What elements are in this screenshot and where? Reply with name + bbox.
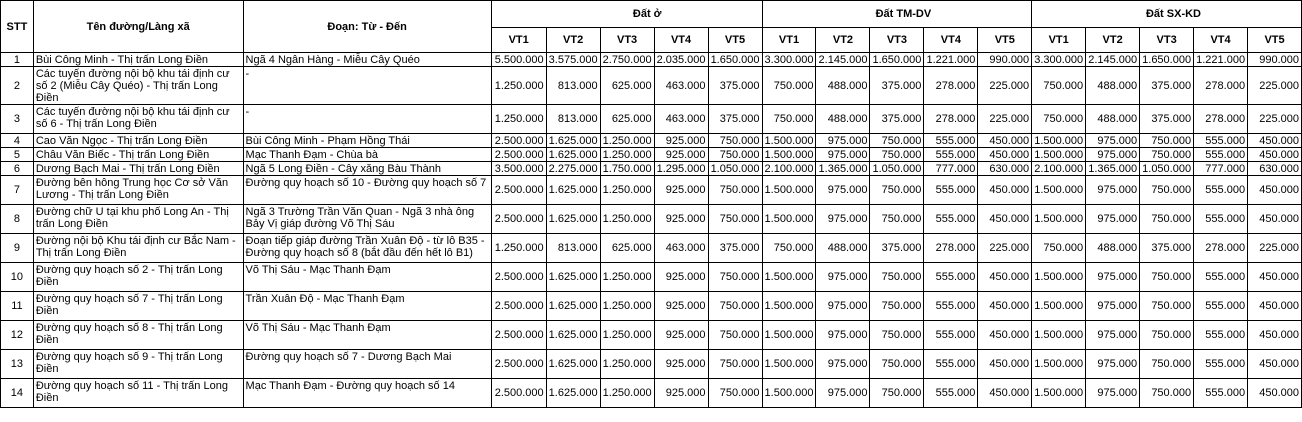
price-cell-residential-vt4: 463.000 xyxy=(654,234,708,263)
price-cell-commercial-vt3: 750.000 xyxy=(870,205,924,234)
price-cell-residential-vt1: 1.250.000 xyxy=(491,234,546,263)
price-cell-production-vt3: 1.050.000 xyxy=(1140,162,1194,176)
header-production-vt2: VT2 xyxy=(1086,28,1140,53)
price-cell-production-vt3: 375.000 xyxy=(1140,105,1194,134)
price-cell-production-vt3: 375.000 xyxy=(1140,234,1194,263)
segment-cell: - xyxy=(243,67,491,105)
price-cell-commercial-vt1: 3.300.000 xyxy=(762,53,816,67)
price-cell-commercial-vt5: 450.000 xyxy=(978,148,1032,162)
price-cell-commercial-vt4: 555.000 xyxy=(924,148,978,162)
price-cell-production-vt2: 1.365.000 xyxy=(1086,162,1140,176)
price-cell-commercial-vt3: 1.650.000 xyxy=(870,53,924,67)
price-cell-production-vt5: 450.000 xyxy=(1248,292,1302,321)
price-cell-residential-vt3: 1.250.000 xyxy=(600,134,654,148)
price-cell-commercial-vt4: 278.000 xyxy=(924,105,978,134)
price-cell-residential-vt2: 1.625.000 xyxy=(546,292,600,321)
price-cell-production-vt5: 450.000 xyxy=(1248,263,1302,292)
table-row xyxy=(1,148,1302,162)
header-commercial-vt2: VT2 xyxy=(816,28,870,53)
price-cell-commercial-vt2: 488.000 xyxy=(816,105,870,134)
price-cell-residential-vt3: 1.250.000 xyxy=(600,176,654,205)
price-cell-residential-vt2: 1.625.000 xyxy=(546,263,600,292)
price-cell-commercial-vt1: 1.500.000 xyxy=(762,205,816,234)
price-cell-production-vt2: 488.000 xyxy=(1086,105,1140,134)
price-cell-production-vt1: 1.500.000 xyxy=(1032,292,1086,321)
price-cell-commercial-vt2: 975.000 xyxy=(816,148,870,162)
price-cell-residential-vt2: 1.625.000 xyxy=(546,176,600,205)
price-cell-residential-vt3: 1.250.000 xyxy=(600,292,654,321)
price-cell-residential-vt3: 1.250.000 xyxy=(600,148,654,162)
table-row xyxy=(1,321,1302,350)
price-cell-residential-vt5: 750.000 xyxy=(708,134,762,148)
price-cell-production-vt5: 630.000 xyxy=(1248,162,1302,176)
price-cell-production-vt3: 750.000 xyxy=(1140,263,1194,292)
street-name-cell: Đường quy hoạch số 8 - Thị trấn Long Điền xyxy=(33,321,243,350)
segment-cell: Đoạn tiếp giáp đường Trần Xuân Độ - từ lô B35 - Đường quy hoạch số 8 (bắt đầu đến hết lô B1) xyxy=(243,234,491,263)
row-number: 8 xyxy=(1,205,34,234)
price-cell-commercial-vt5: 450.000 xyxy=(978,263,1032,292)
price-cell-residential-vt3: 625.000 xyxy=(600,105,654,134)
header-production-vt5: VT5 xyxy=(1248,28,1302,53)
price-cell-production-vt4: 555.000 xyxy=(1194,134,1248,148)
price-cell-residential-vt5: 750.000 xyxy=(708,379,762,408)
price-cell-commercial-vt2: 488.000 xyxy=(816,67,870,105)
price-cell-commercial-vt3: 1.050.000 xyxy=(870,162,924,176)
price-cell-production-vt5: 450.000 xyxy=(1248,134,1302,148)
street-name-cell: Đường quy hoạch số 2 - Thị trấn Long Điền xyxy=(33,263,243,292)
street-name-cell: Đường quy hoạch số 11 - Thị trấn Long Điền xyxy=(33,379,243,408)
row-number: 10 xyxy=(1,263,34,292)
price-cell-commercial-vt1: 750.000 xyxy=(762,234,816,263)
price-cell-commercial-vt5: 225.000 xyxy=(978,105,1032,134)
price-cell-residential-vt3: 1.250.000 xyxy=(600,321,654,350)
row-number: 12 xyxy=(1,321,34,350)
price-cell-residential-vt3: 1.750.000 xyxy=(600,162,654,176)
price-cell-residential-vt2: 1.625.000 xyxy=(546,379,600,408)
price-cell-production-vt1: 2.100.000 xyxy=(1032,162,1086,176)
street-name-cell: Đường nội bộ Khu tái định cư Bắc Nam - Thị trấn Long Điền xyxy=(33,234,243,263)
price-cell-production-vt2: 975.000 xyxy=(1086,321,1140,350)
segment-cell: Mạc Thanh Đạm - Đường quy hoạch số 14 xyxy=(243,379,491,408)
price-cell-production-vt4: 278.000 xyxy=(1194,67,1248,105)
price-cell-commercial-vt5: 450.000 xyxy=(978,350,1032,379)
price-cell-commercial-vt4: 278.000 xyxy=(924,234,978,263)
price-cell-commercial-vt1: 1.500.000 xyxy=(762,176,816,205)
price-cell-production-vt5: 450.000 xyxy=(1248,350,1302,379)
price-cell-residential-vt5: 750.000 xyxy=(708,321,762,350)
street-name-cell: Dương Bạch Mai - Thị trấn Long Điền xyxy=(33,162,243,176)
price-cell-residential-vt3: 625.000 xyxy=(600,234,654,263)
segment-cell: Đường quy hoạch số 7 - Dương Bạch Mai xyxy=(243,350,491,379)
price-cell-commercial-vt4: 777.000 xyxy=(924,162,978,176)
price-cell-residential-vt3: 2.750.000 xyxy=(600,53,654,67)
price-cell-commercial-vt4: 555.000 xyxy=(924,350,978,379)
price-cell-commercial-vt2: 975.000 xyxy=(816,176,870,205)
price-cell-residential-vt1: 2.500.000 xyxy=(491,350,546,379)
street-name-cell: Các tuyến đường nội bộ khu tái định cư số 6 - Thị trấn Long Điền xyxy=(33,105,243,134)
price-cell-residential-vt1: 5.500.000 xyxy=(491,53,546,67)
price-cell-production-vt1: 1.500.000 xyxy=(1032,148,1086,162)
price-cell-commercial-vt5: 450.000 xyxy=(978,321,1032,350)
street-name-cell: Bùi Công Minh - Thị trấn Long Điền xyxy=(33,53,243,67)
price-cell-commercial-vt2: 488.000 xyxy=(816,234,870,263)
price-cell-production-vt5: 225.000 xyxy=(1248,234,1302,263)
price-cell-commercial-vt5: 450.000 xyxy=(978,176,1032,205)
table-row xyxy=(1,134,1302,148)
table-header xyxy=(1,1,1302,53)
price-cell-commercial-vt4: 555.000 xyxy=(924,134,978,148)
price-cell-commercial-vt3: 375.000 xyxy=(870,67,924,105)
street-name-cell: Đường quy hoạch số 9 - Thị trấn Long Điền xyxy=(33,350,243,379)
price-cell-production-vt1: 1.500.000 xyxy=(1032,321,1086,350)
price-cell-commercial-vt3: 750.000 xyxy=(870,148,924,162)
price-cell-production-vt2: 975.000 xyxy=(1086,205,1140,234)
price-cell-commercial-vt2: 975.000 xyxy=(816,205,870,234)
price-cell-production-vt2: 488.000 xyxy=(1086,67,1140,105)
street-name-cell: Châu Văn Biếc - Thị trấn Long Điền xyxy=(33,148,243,162)
price-cell-residential-vt1: 2.500.000 xyxy=(491,263,546,292)
price-cell-commercial-vt4: 555.000 xyxy=(924,176,978,205)
price-cell-commercial-vt4: 555.000 xyxy=(924,292,978,321)
price-cell-commercial-vt3: 750.000 xyxy=(870,134,924,148)
price-cell-residential-vt5: 750.000 xyxy=(708,205,762,234)
price-cell-production-vt5: 225.000 xyxy=(1248,105,1302,134)
price-cell-commercial-vt4: 555.000 xyxy=(924,321,978,350)
price-cell-commercial-vt2: 975.000 xyxy=(816,263,870,292)
price-cell-production-vt2: 2.145.000 xyxy=(1086,53,1140,67)
price-cell-commercial-vt1: 1.500.000 xyxy=(762,134,816,148)
price-cell-commercial-vt1: 1.500.000 xyxy=(762,292,816,321)
price-cell-residential-vt2: 813.000 xyxy=(546,67,600,105)
price-cell-commercial-vt2: 975.000 xyxy=(816,321,870,350)
header-residential-vt4: VT4 xyxy=(654,28,708,53)
row-number: 6 xyxy=(1,162,34,176)
price-cell-residential-vt2: 1.625.000 xyxy=(546,321,600,350)
price-cell-residential-vt1: 2.500.000 xyxy=(491,321,546,350)
price-cell-commercial-vt5: 450.000 xyxy=(978,292,1032,321)
price-cell-residential-vt4: 925.000 xyxy=(654,134,708,148)
price-cell-residential-vt4: 925.000 xyxy=(654,205,708,234)
price-cell-residential-vt1: 1.250.000 xyxy=(491,67,546,105)
segment-cell: Đường quy hoạch số 10 - Đường quy hoạch số 7 xyxy=(243,176,491,205)
price-cell-residential-vt3: 1.250.000 xyxy=(600,379,654,408)
price-cell-residential-vt1: 1.250.000 xyxy=(491,105,546,134)
price-cell-commercial-vt2: 975.000 xyxy=(816,350,870,379)
header-commercial-vt3: VT3 xyxy=(870,28,924,53)
price-cell-residential-vt3: 1.250.000 xyxy=(600,350,654,379)
segment-cell: Võ Thị Sáu - Mạc Thanh Đạm xyxy=(243,321,491,350)
price-cell-residential-vt4: 925.000 xyxy=(654,292,708,321)
price-cell-commercial-vt4: 278.000 xyxy=(924,67,978,105)
price-cell-production-vt2: 975.000 xyxy=(1086,148,1140,162)
price-cell-commercial-vt1: 750.000 xyxy=(762,105,816,134)
header-street-name: Tên đường/Làng xã xyxy=(33,1,243,53)
price-cell-production-vt4: 555.000 xyxy=(1194,350,1248,379)
price-cell-residential-vt1: 2.500.000 xyxy=(491,205,546,234)
price-cell-production-vt3: 750.000 xyxy=(1140,134,1194,148)
header-group-production: Đất SX-KD xyxy=(1032,1,1302,28)
street-name-cell: Đường quy hoạch số 7 - Thị trấn Long Điền xyxy=(33,292,243,321)
price-cell-residential-vt2: 1.625.000 xyxy=(546,148,600,162)
price-cell-production-vt4: 555.000 xyxy=(1194,292,1248,321)
price-cell-commercial-vt2: 2.145.000 xyxy=(816,53,870,67)
table-row xyxy=(1,292,1302,321)
price-cell-commercial-vt5: 450.000 xyxy=(978,134,1032,148)
price-cell-production-vt2: 488.000 xyxy=(1086,234,1140,263)
price-cell-residential-vt3: 625.000 xyxy=(600,67,654,105)
street-name-cell: Các tuyến đường nội bộ khu tái định cư số 2 (Miễu Cây Quéo) - Thị trấn Long Điền xyxy=(33,67,243,105)
table-row xyxy=(1,67,1302,105)
price-cell-production-vt2: 975.000 xyxy=(1086,176,1140,205)
price-cell-residential-vt2: 813.000 xyxy=(546,105,600,134)
price-cell-residential-vt1: 3.500.000 xyxy=(491,162,546,176)
price-cell-residential-vt4: 925.000 xyxy=(654,350,708,379)
price-cell-production-vt3: 375.000 xyxy=(1140,67,1194,105)
price-cell-commercial-vt1: 1.500.000 xyxy=(762,148,816,162)
price-cell-residential-vt2: 2.275.000 xyxy=(546,162,600,176)
price-cell-production-vt2: 975.000 xyxy=(1086,292,1140,321)
table-body xyxy=(1,53,1302,408)
price-cell-residential-vt5: 750.000 xyxy=(708,263,762,292)
table-row xyxy=(1,263,1302,292)
price-cell-production-vt3: 750.000 xyxy=(1140,350,1194,379)
price-cell-commercial-vt5: 450.000 xyxy=(978,205,1032,234)
price-cell-production-vt3: 750.000 xyxy=(1140,205,1194,234)
price-cell-production-vt4: 278.000 xyxy=(1194,105,1248,134)
header-residential-vt2: VT2 xyxy=(546,28,600,53)
row-number: 11 xyxy=(1,292,34,321)
price-cell-production-vt1: 750.000 xyxy=(1032,67,1086,105)
price-cell-production-vt5: 450.000 xyxy=(1248,176,1302,205)
header-production-vt1: VT1 xyxy=(1032,28,1086,53)
price-cell-residential-vt5: 1.650.000 xyxy=(708,53,762,67)
table-row xyxy=(1,105,1302,134)
table-row xyxy=(1,162,1302,176)
price-cell-residential-vt5: 375.000 xyxy=(708,105,762,134)
segment-cell: Võ Thị Sáu - Mạc Thanh Đạm xyxy=(243,263,491,292)
price-cell-production-vt5: 990.000 xyxy=(1248,53,1302,67)
price-cell-commercial-vt3: 375.000 xyxy=(870,234,924,263)
price-cell-residential-vt5: 750.000 xyxy=(708,292,762,321)
price-cell-commercial-vt1: 750.000 xyxy=(762,67,816,105)
segment-cell: Trần Xuân Độ - Mạc Thanh Đạm xyxy=(243,292,491,321)
price-cell-production-vt2: 975.000 xyxy=(1086,379,1140,408)
table-row xyxy=(1,176,1302,205)
price-cell-residential-vt4: 463.000 xyxy=(654,67,708,105)
price-cell-production-vt3: 750.000 xyxy=(1140,292,1194,321)
price-cell-residential-vt5: 750.000 xyxy=(708,176,762,205)
header-stt: STT xyxy=(1,1,34,53)
segment-cell: Ngã 3 Trường Trần Văn Quan - Ngã 3 nhà ông Bảy Vị giáp đường Võ Thị Sáu xyxy=(243,205,491,234)
price-cell-residential-vt4: 1.295.000 xyxy=(654,162,708,176)
price-cell-commercial-vt3: 750.000 xyxy=(870,379,924,408)
price-cell-residential-vt1: 2.500.000 xyxy=(491,148,546,162)
header-group-residential: Đất ở xyxy=(491,1,762,28)
price-cell-commercial-vt5: 225.000 xyxy=(978,234,1032,263)
price-cell-production-vt5: 225.000 xyxy=(1248,67,1302,105)
street-name-cell: Cao Văn Ngọc - Thị trấn Long Điền xyxy=(33,134,243,148)
row-number: 3 xyxy=(1,105,34,134)
segment-cell: Ngã 4 Ngân Hàng - Miễu Cây Quéo xyxy=(243,53,491,67)
price-cell-residential-vt5: 375.000 xyxy=(708,234,762,263)
header-residential-vt3: VT3 xyxy=(600,28,654,53)
price-cell-production-vt5: 450.000 xyxy=(1248,321,1302,350)
price-cell-production-vt3: 750.000 xyxy=(1140,321,1194,350)
price-cell-residential-vt2: 1.625.000 xyxy=(546,134,600,148)
row-number: 13 xyxy=(1,350,34,379)
price-cell-production-vt3: 1.650.000 xyxy=(1140,53,1194,67)
segment-cell: Bùi Công Minh - Phạm Hồng Thái xyxy=(243,134,491,148)
price-cell-production-vt4: 278.000 xyxy=(1194,234,1248,263)
price-cell-production-vt1: 1.500.000 xyxy=(1032,176,1086,205)
price-cell-residential-vt1: 2.500.000 xyxy=(491,292,546,321)
price-cell-production-vt1: 1.500.000 xyxy=(1032,379,1086,408)
price-cell-production-vt3: 750.000 xyxy=(1140,148,1194,162)
price-cell-production-vt4: 1.221.000 xyxy=(1194,53,1248,67)
price-cell-commercial-vt4: 1.221.000 xyxy=(924,53,978,67)
price-cell-residential-vt3: 1.250.000 xyxy=(600,205,654,234)
price-cell-residential-vt4: 463.000 xyxy=(654,105,708,134)
price-cell-production-vt4: 555.000 xyxy=(1194,263,1248,292)
header-production-vt4: VT4 xyxy=(1194,28,1248,53)
price-cell-residential-vt4: 2.035.000 xyxy=(654,53,708,67)
price-cell-production-vt2: 975.000 xyxy=(1086,134,1140,148)
header-commercial-vt5: VT5 xyxy=(978,28,1032,53)
price-cell-commercial-vt1: 1.500.000 xyxy=(762,379,816,408)
price-cell-residential-vt2: 1.625.000 xyxy=(546,205,600,234)
price-cell-residential-vt3: 1.250.000 xyxy=(600,263,654,292)
header-residential-vt1: VT1 xyxy=(491,28,546,53)
segment-cell: Ngã 5 Long Điền - Cây xăng Bàu Thành xyxy=(243,162,491,176)
price-cell-production-vt5: 450.000 xyxy=(1248,379,1302,408)
price-cell-commercial-vt3: 750.000 xyxy=(870,176,924,205)
price-cell-residential-vt5: 375.000 xyxy=(708,67,762,105)
street-name-cell: Đường bên hông Trung học Cơ sở Văn Lương - Thị trấn Long Điền xyxy=(33,176,243,205)
segment-cell: Mạc Thanh Đạm - Chùa bà xyxy=(243,148,491,162)
row-number: 7 xyxy=(1,176,34,205)
header-segment: Đoạn: Từ - Đến xyxy=(243,1,491,53)
price-cell-residential-vt1: 2.500.000 xyxy=(491,176,546,205)
price-cell-commercial-vt4: 555.000 xyxy=(924,205,978,234)
price-cell-production-vt3: 750.000 xyxy=(1140,379,1194,408)
price-cell-residential-vt5: 750.000 xyxy=(708,350,762,379)
segment-cell: - xyxy=(243,105,491,134)
street-name-cell: Đường chữ U tại khu phố Long An - Thị trấn Long Điền xyxy=(33,205,243,234)
row-number: 5 xyxy=(1,148,34,162)
price-cell-residential-vt2: 813.000 xyxy=(546,234,600,263)
price-cell-commercial-vt3: 750.000 xyxy=(870,263,924,292)
row-number: 14 xyxy=(1,379,34,408)
price-cell-residential-vt4: 925.000 xyxy=(654,321,708,350)
price-cell-commercial-vt2: 1.365.000 xyxy=(816,162,870,176)
price-cell-residential-vt1: 2.500.000 xyxy=(491,379,546,408)
price-cell-residential-vt4: 925.000 xyxy=(654,148,708,162)
price-cell-residential-vt2: 1.625.000 xyxy=(546,350,600,379)
price-cell-residential-vt5: 750.000 xyxy=(708,148,762,162)
table-row xyxy=(1,234,1302,263)
header-production-vt3: VT3 xyxy=(1140,28,1194,53)
price-cell-production-vt1: 750.000 xyxy=(1032,105,1086,134)
price-cell-commercial-vt1: 1.500.000 xyxy=(762,321,816,350)
price-cell-commercial-vt5: 225.000 xyxy=(978,67,1032,105)
row-number: 2 xyxy=(1,67,34,105)
price-cell-production-vt2: 975.000 xyxy=(1086,350,1140,379)
price-cell-commercial-vt5: 990.000 xyxy=(978,53,1032,67)
price-cell-production-vt2: 975.000 xyxy=(1086,263,1140,292)
price-cell-commercial-vt1: 2.100.000 xyxy=(762,162,816,176)
price-cell-production-vt1: 1.500.000 xyxy=(1032,263,1086,292)
price-cell-production-vt1: 1.500.000 xyxy=(1032,205,1086,234)
price-cell-commercial-vt2: 975.000 xyxy=(816,134,870,148)
price-cell-commercial-vt2: 975.000 xyxy=(816,292,870,321)
price-cell-production-vt4: 555.000 xyxy=(1194,148,1248,162)
price-cell-commercial-vt3: 375.000 xyxy=(870,105,924,134)
price-cell-commercial-vt3: 750.000 xyxy=(870,321,924,350)
price-cell-production-vt4: 555.000 xyxy=(1194,176,1248,205)
price-cell-production-vt5: 450.000 xyxy=(1248,148,1302,162)
price-cell-commercial-vt3: 750.000 xyxy=(870,350,924,379)
price-cell-production-vt1: 3.300.000 xyxy=(1032,53,1086,67)
row-number: 4 xyxy=(1,134,34,148)
price-cell-residential-vt4: 925.000 xyxy=(654,176,708,205)
price-cell-residential-vt1: 2.500.000 xyxy=(491,134,546,148)
row-number: 9 xyxy=(1,234,34,263)
header-commercial-vt4: VT4 xyxy=(924,28,978,53)
price-cell-commercial-vt5: 450.000 xyxy=(978,379,1032,408)
price-cell-production-vt3: 750.000 xyxy=(1140,176,1194,205)
price-cell-production-vt1: 1.500.000 xyxy=(1032,134,1086,148)
price-cell-residential-vt4: 925.000 xyxy=(654,379,708,408)
table-row xyxy=(1,53,1302,67)
price-cell-production-vt4: 555.000 xyxy=(1194,321,1248,350)
header-commercial-vt1: VT1 xyxy=(762,28,816,53)
price-cell-production-vt1: 750.000 xyxy=(1032,234,1086,263)
price-cell-commercial-vt2: 975.000 xyxy=(816,379,870,408)
price-cell-residential-vt2: 3.575.000 xyxy=(546,53,600,67)
price-cell-production-vt4: 555.000 xyxy=(1194,205,1248,234)
price-cell-production-vt4: 777.000 xyxy=(1194,162,1248,176)
header-group-commercial: Đất TM-DV xyxy=(762,1,1032,28)
price-cell-commercial-vt1: 1.500.000 xyxy=(762,350,816,379)
price-cell-commercial-vt5: 630.000 xyxy=(978,162,1032,176)
price-cell-production-vt4: 555.000 xyxy=(1194,379,1248,408)
price-cell-commercial-vt4: 555.000 xyxy=(924,379,978,408)
price-cell-production-vt1: 1.500.000 xyxy=(1032,350,1086,379)
header-residential-vt5: VT5 xyxy=(708,28,762,53)
table-row xyxy=(1,350,1302,379)
table-row xyxy=(1,205,1302,234)
price-cell-commercial-vt1: 1.500.000 xyxy=(762,263,816,292)
price-cell-production-vt5: 450.000 xyxy=(1248,205,1302,234)
price-cell-commercial-vt4: 555.000 xyxy=(924,263,978,292)
table-row xyxy=(1,379,1302,408)
row-number: 1 xyxy=(1,53,34,67)
price-cell-residential-vt5: 1.050.000 xyxy=(708,162,762,176)
price-cell-residential-vt4: 925.000 xyxy=(654,263,708,292)
price-cell-commercial-vt3: 750.000 xyxy=(870,292,924,321)
